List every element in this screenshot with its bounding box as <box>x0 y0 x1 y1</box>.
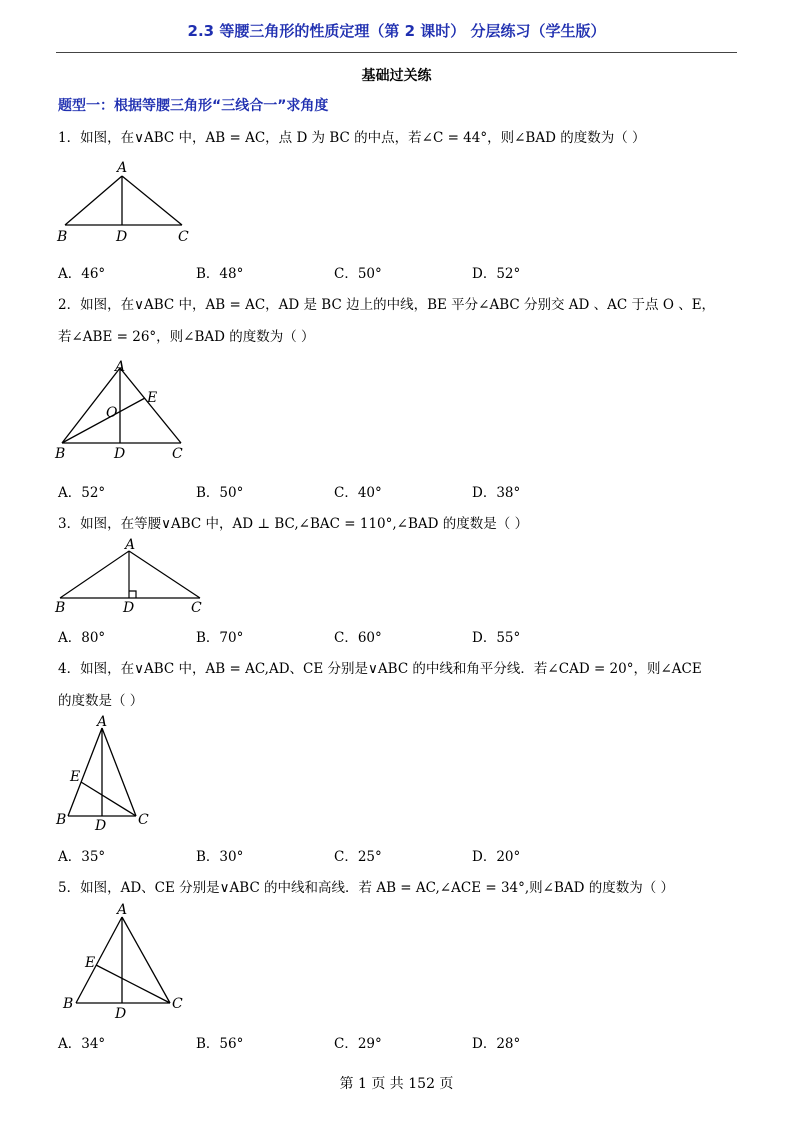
q2-label-a: A <box>115 359 126 375</box>
q5-label-e: E <box>85 955 96 971</box>
question-type-heading: 题型一：根据等腰三角形“三线合一”求角度 <box>58 98 329 114</box>
q2-segment-be <box>62 398 145 443</box>
q4-label-d: D <box>95 818 107 834</box>
q5-segment-ce <box>96 965 170 1003</box>
q5-label-b: B <box>63 996 74 1012</box>
q2-option-a[interactable]: A．52° <box>58 485 106 501</box>
q3-label-b: B <box>55 600 66 616</box>
section-title: 基础过关练 <box>361 68 432 84</box>
q2-option-d[interactable]: D．38° <box>472 485 521 501</box>
question-3-text: 3．如图，在等腰∨ABC 中，AD ⊥ BC,∠BAC = 110°,∠BAD 的度数是（ ） <box>58 516 529 532</box>
q4-edge-ab <box>68 728 102 816</box>
q4-edge-ac <box>102 728 136 816</box>
q3-option-d[interactable]: D．55° <box>472 630 521 646</box>
q2-label-e: E <box>147 390 158 406</box>
q2-edge-ab <box>62 368 120 443</box>
q2-option-c[interactable]: C．40° <box>334 485 382 501</box>
q5-edge-ab <box>76 917 122 1003</box>
q1-edge-ac <box>122 176 182 225</box>
q1-option-a[interactable]: A．46° <box>58 266 106 282</box>
q5-edge-ac <box>122 917 170 1003</box>
question-2-text-line-2: 若∠ABE = 26°，则∠BAD 的度数为（ ） <box>58 329 315 345</box>
q5-option-d[interactable]: D．28° <box>472 1036 521 1052</box>
q1-label-d: D <box>116 229 128 245</box>
q4-option-c[interactable]: C．25° <box>334 849 382 865</box>
q2-label-c: C <box>172 446 183 462</box>
q1-option-d[interactable]: D．52° <box>472 266 521 282</box>
question-4-text-line-2: 的度数是（ ） <box>58 693 144 709</box>
q3-option-b[interactable]: B．70° <box>196 630 244 646</box>
q4-segment-ce <box>81 782 136 816</box>
q1-option-c[interactable]: C．50° <box>334 266 382 282</box>
q5-option-a[interactable]: A．34° <box>58 1036 106 1052</box>
header-rule <box>56 52 737 53</box>
q1-label-a: A <box>117 160 128 176</box>
q2-option-b[interactable]: B．50° <box>196 485 244 501</box>
q4-label-b: B <box>56 812 67 828</box>
document-header: 2.3 等腰三角形的性质定理（第 2 课时） 分层练习（学生版） <box>187 22 606 40</box>
q2-label-d: D <box>114 446 126 462</box>
q1-edge-ab <box>65 176 122 225</box>
q3-right-angle-mark <box>129 591 136 598</box>
q2-label-o: O <box>106 405 118 421</box>
page-footer: 第 1 页 共 152 页 <box>339 1076 454 1092</box>
q1-option-b[interactable]: B．48° <box>196 266 244 282</box>
question-4-text-line-1: 4．如图，在∨ABC 中，AB = AC,AD、CE 分别是∨ABC 的中线和角平分线．若∠CAD = 20°，则∠ACE <box>58 661 702 677</box>
question-2-text-line-1: 2．如图，在∨ABC 中，AB = AC，AD 是 BC 边上的中线，BE 平分∠ABC 分别交 AD 、AC 于点 O 、E， <box>58 297 716 313</box>
q1-label-c: C <box>178 229 189 245</box>
q3-option-a[interactable]: A．80° <box>58 630 106 646</box>
q4-option-b[interactable]: B．30° <box>196 849 244 865</box>
q4-option-d[interactable]: D．20° <box>472 849 521 865</box>
q3-label-a: A <box>125 537 136 553</box>
q3-option-c[interactable]: C．60° <box>334 630 382 646</box>
question-5-text: 5．如图，AD、CE 分别是∨ABC 的中线和高线．若 AB = AC,∠ACE = 34°,则∠BAD 的度数为（ ） <box>58 880 675 896</box>
q4-label-c: C <box>138 812 149 828</box>
q3-label-d: D <box>123 600 135 616</box>
q4-label-e: E <box>70 769 81 785</box>
q2-label-b: B <box>55 446 66 462</box>
q3-label-c: C <box>191 600 202 616</box>
question-1-text: 1．如图，在∨ABC 中，AB = AC，点 D 为 BC 的中点，若∠C = 44°，则∠BAD 的度数为（ ） <box>58 130 646 146</box>
q3-edge-ac <box>129 551 200 598</box>
q5-label-d: D <box>115 1006 127 1022</box>
q5-option-b[interactable]: B．56° <box>196 1036 244 1052</box>
q2-edge-ac <box>120 368 181 443</box>
q4-option-a[interactable]: A．35° <box>58 849 106 865</box>
q5-label-c: C <box>172 996 183 1012</box>
q1-label-b: B <box>57 229 68 245</box>
q5-option-c[interactable]: C．29° <box>334 1036 382 1052</box>
q5-label-a: A <box>117 902 128 918</box>
q4-label-a: A <box>97 714 108 730</box>
q3-edge-ab <box>60 551 129 598</box>
